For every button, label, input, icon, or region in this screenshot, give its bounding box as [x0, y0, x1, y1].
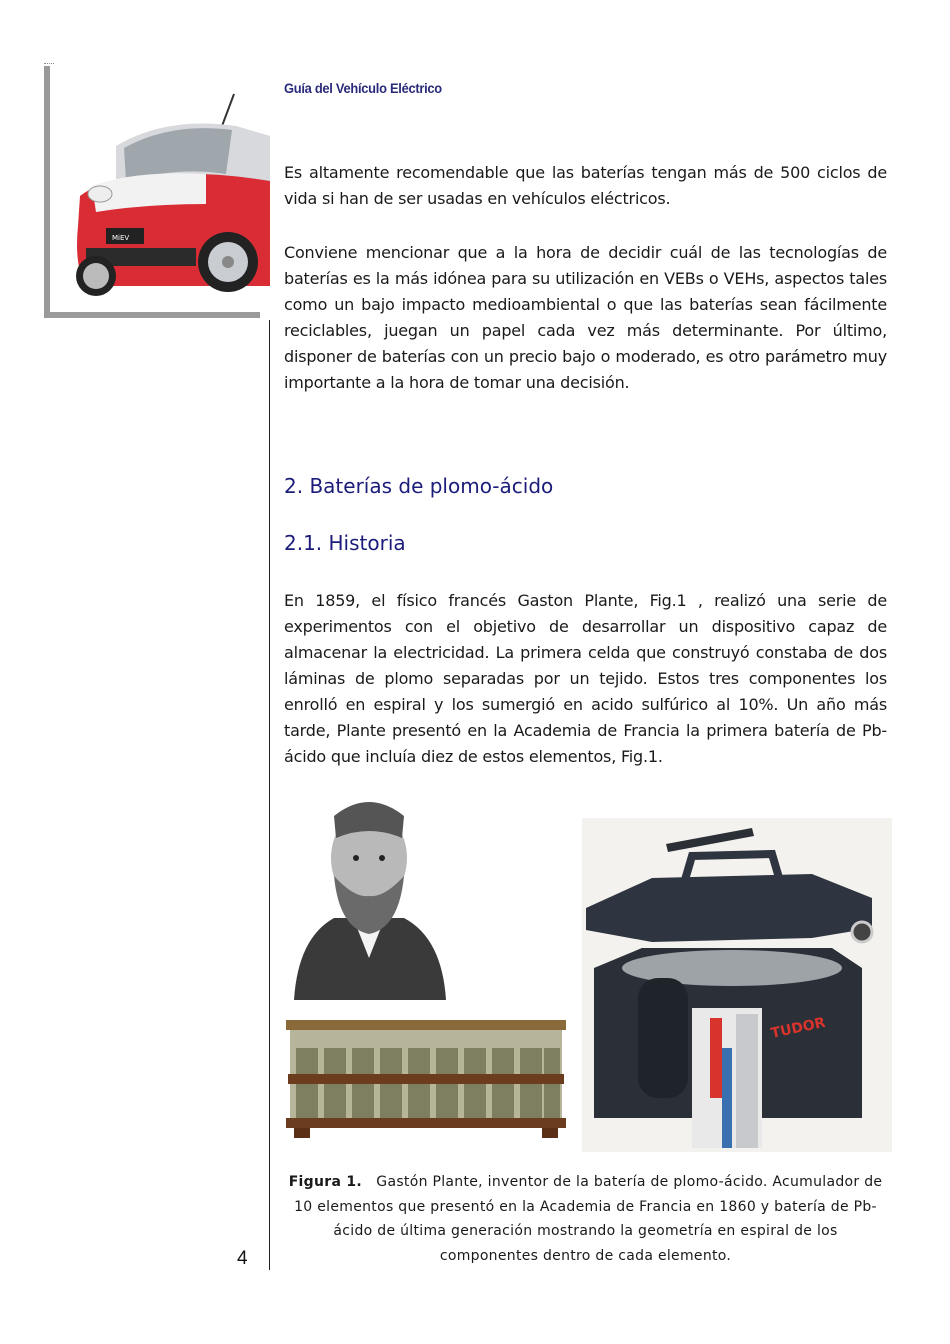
margin-divider-line: [269, 320, 270, 1270]
svg-text:MiEV: MiEV: [112, 234, 130, 242]
figure-caption-text: Gastón Plante, inventor de la batería de plomo-ácido. Acumulador de 10 elementos que presentó en la Academia de Francia en 1860 y batería de Pb-ácido de última generación mostrando la geometría en espiral de los componentes dentro de cada elemento.: [294, 1174, 883, 1264]
portrait-image: [284, 788, 454, 1000]
battery-cutaway-image: [582, 818, 892, 1152]
accumulator-image: [280, 1012, 570, 1140]
subsection-heading: 2.1. Historia: [284, 531, 406, 555]
figure-label: Figura 1.: [288, 1174, 363, 1190]
body-paragraph-3: En 1859, el físico francés Gaston Plante, Fig.1 , realizó una serie de experimentos con el objetivo de desarrollar un dispositivo capaz de almacenar la electricidad. La primera celda que construyó constaba de dos láminas de plomo separadas por un tejido. Estos tres componentes los enrolló en espiral y los sumergió en acido sulfúrico al 10%. Un año más tarde, Plante presentó en la Academia de Francia la primera batería de Pb-ácido que incluía diez de estos elementos, Fig.1.: [284, 591, 887, 766]
svg-text:TUDOR: TUDOR: [769, 1014, 827, 1042]
figure-caption: [284, 1170, 887, 1268]
decorative-frame-left: [44, 66, 50, 318]
page-number: 4: [237, 1248, 248, 1269]
document-header-title: Guía del Vehículo Eléctrico: [284, 80, 442, 96]
body-paragraph-2: Conviene mencionar que a la hora de decidir cuál de las tecnologías de baterías es la más idónea para su utilización en VEBs o VEHs, aspectos tales como un bajo impacto medioambiental o que las baterías sean fácilmente reciclables, juegan un papel cada vez más determinante. Por último, disponer de baterías con un precio bajo o moderado, es otro parámetro muy importante a la hora de tomar una decisión.: [284, 243, 887, 392]
section-heading: 2. Baterías de plomo-ácido: [284, 474, 554, 498]
decorative-frame-bottom: [44, 312, 260, 318]
car-image: [56, 86, 270, 304]
body-paragraph-1: Es altamente recomendable que las baterías tengan más de 500 ciclos de vida si han de ser usadas en vehículos eléctricos.: [284, 163, 887, 208]
